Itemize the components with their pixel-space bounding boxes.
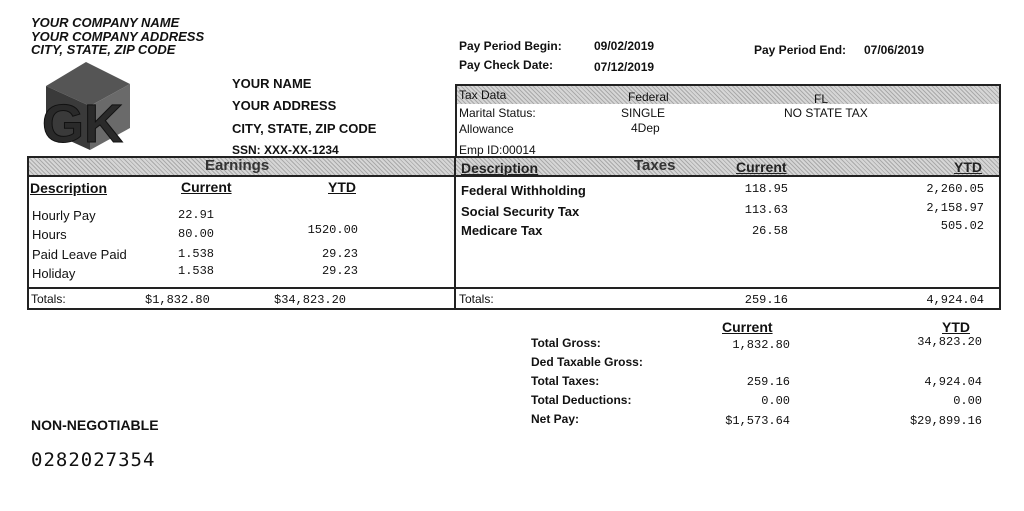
summary-label: Total Taxes: [531,374,600,388]
allowance-value: 4Dep [631,121,660,135]
taxes-ytd-header: YTD [954,159,982,175]
allowance-label: Allowance [459,122,514,136]
tax-data-label: Tax Data [459,88,507,102]
marital-status-label: Marital Status: [459,106,536,120]
earnings-row-desc: Paid Leave Paid [32,247,127,262]
taxes-row-ytd: 2,260.05 [926,182,984,196]
federal-label: Federal [628,90,669,104]
summary-ytd: 4,924.04 [924,375,982,389]
company-city-state-zip: CITY, STATE, ZIP CODE [31,42,176,57]
pay-check-date-label: Pay Check Date: [459,58,554,72]
pay-period-end-value: 07/06/2019 [864,43,925,57]
taxes-row-desc: Medicare Tax [461,223,543,238]
earnings-title: Earnings [205,157,270,174]
state-label: FL [814,92,829,106]
check-number: 0282027354 [31,449,156,471]
earnings-row-current: 22.91 [178,208,215,222]
taxes-totals-ytd: 4,924.04 [926,293,984,307]
earnings-row-ytd: 1520.00 [307,223,358,237]
taxes-row-current: 113.63 [744,203,788,217]
non-negotiable-label: NON-NEGOTIABLE [31,417,159,433]
summary-ytd: $29,899.16 [909,414,982,428]
marital-status-value: SINGLE [621,106,666,120]
taxes-current-header: Current [736,159,787,175]
employee-name: YOUR NAME [232,76,312,91]
earnings-row-current: 1.538 [178,264,215,278]
taxes-row-current: 26.58 [751,224,788,238]
taxes-title: Taxes [634,157,676,174]
employee-city-state-zip: CITY, STATE, ZIP CODE [232,121,377,136]
emp-id: Emp ID:00014 [459,143,536,157]
tax-data-header-bar [457,86,999,104]
logo-text: GK [42,94,123,152]
summary-ytd: 34,823.20 [917,335,982,349]
earnings-row-current: 1.538 [178,247,215,261]
earnings-row-current: 80.00 [178,227,215,241]
earnings-row-ytd: 29.23 [321,264,358,278]
summary-label: Net Pay: [531,412,580,426]
summary-current: 1,832.80 [732,338,790,352]
pay-check-date-value: 07/12/2019 [594,60,655,74]
earnings-totals-label: Totals: [31,292,66,306]
summary-label: Total Gross: [531,336,601,350]
summary-ytd-header: YTD [942,319,970,335]
pay-period-begin-value: 09/02/2019 [594,39,655,53]
earnings-description-header: Description [30,180,108,196]
earnings-row-desc: Holiday [32,266,76,281]
taxes-row-desc: Social Security Tax [461,204,580,219]
earnings-totals-current: $1,832.80 [145,293,210,307]
summary-label: Ded Taxable Gross: [531,355,643,369]
earnings-row-ytd: 29.23 [321,247,358,261]
employee-ssn: SSN: XXX-XX-1234 [232,143,339,157]
summary-current: $1,573.64 [725,414,790,428]
taxes-row-ytd: 505.02 [940,219,984,233]
taxes-row-current: 118.95 [744,182,788,196]
company-logo [38,60,134,152]
earnings-row-desc: Hourly Pay [32,208,96,223]
state-tax-value: NO STATE TAX [784,106,868,120]
summary-current: 0.00 [761,394,790,408]
earnings-current-header: Current [181,179,232,195]
company-name: YOUR COMPANY NAME [31,15,180,30]
taxes-description-header: Description [461,160,539,176]
pay-period-begin-label: Pay Period Begin: [459,39,562,53]
taxes-totals-current: 259.16 [744,293,788,307]
summary-current-header: Current [722,319,773,335]
summary-current: 259.16 [746,375,790,389]
taxes-row-ytd: 2,158.97 [926,201,984,215]
earnings-row-desc: Hours [32,227,67,242]
employee-address: YOUR ADDRESS [232,98,337,113]
summary-ytd: 0.00 [953,394,982,408]
taxes-row-desc: Federal Withholding [461,183,586,198]
pay-period-end-label: Pay Period End: [754,43,847,57]
company-address: YOUR COMPANY ADDRESS [31,29,205,44]
earnings-totals-ytd: $34,823.20 [274,293,347,307]
summary-label: Total Deductions: [531,393,632,407]
earnings-ytd-header: YTD [328,179,356,195]
taxes-totals-label: Totals: [459,292,494,306]
